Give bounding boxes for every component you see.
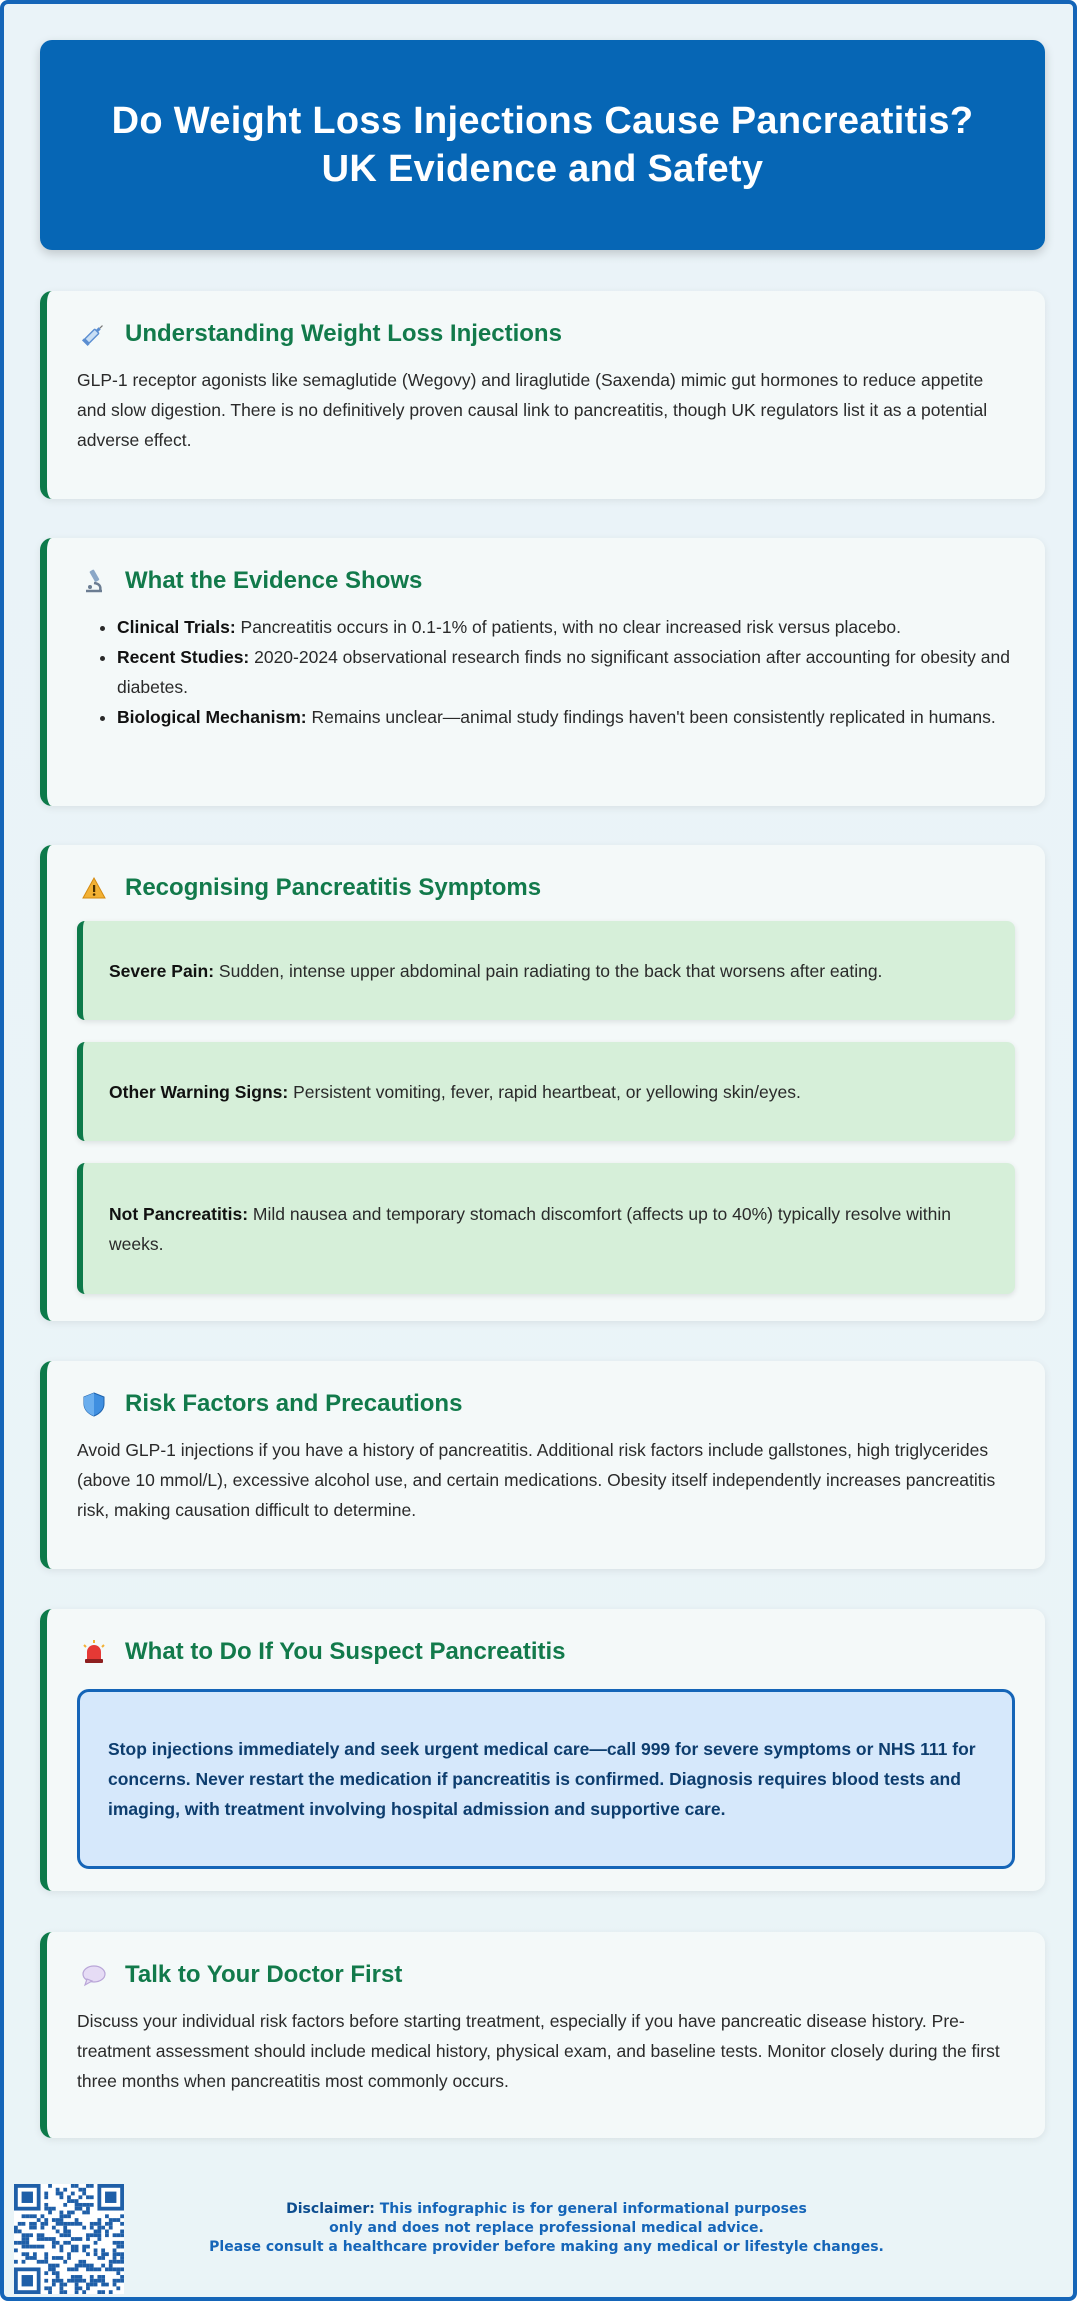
item-label: Recent Studies: [117,647,250,667]
item-text: Mild nausea and temporary stomach discomfort (affects up to 40%) typically resolve within weeks. [109,1203,951,1254]
section-body: Discuss your individual risk factors before starting treatment, especially if you have pancreatic disease history. Pre-treatment assessment should include medical history, physical exam, and baseline tests. Monitor closely during the first three months when pancreatitis most commonly occurs. [77,2011,1000,2091]
item-label: Clinical Trials: [117,617,236,637]
section-action [40,1609,1045,1891]
disclaimer-label: Disclaimer: [286,2201,375,2217]
section-risk [40,1361,1045,1569]
item-text: Persistent vomiting, fever, rapid heartbeat, or yellowing skin/eyes. [288,1081,801,1102]
syringe-icon [77,317,111,351]
evidence-list [77,612,1015,732]
section-body: GLP-1 receptor agonists like semaglutide (Wegovy) and liraglutide (Saxenda) mimic gut hormones to reduce appetite and slow digestion. There is no definitively proven causal link to pancreatitis, though UK regulators list it as a potential adverse effect. [77,370,988,450]
item-label: Biological Mechanism: [117,707,307,727]
siren-icon [77,1635,111,1669]
section-title: Talk to Your Doctor First [125,1961,403,1988]
page-title: Do Weight Loss Injections Cause Pancreatitis? UK Evidence and Safety [111,100,974,190]
item-label: Severe Pain: [109,960,215,981]
alert-box: Stop injections immediately and seek urgent medical care—call 999 for severe symptoms or NHS 111 for concerns. Never restart the medication if pancreatitis is confirmed. Diagnosis requires blood tests and imaging, with treatment involving hospital admission and supportive care. [77,1689,1015,1869]
disclaimer-line: only and does not replace professional medical advice. [329,2220,764,2236]
list-item [117,642,1015,702]
item-text: Remains unclear—animal study findings haven't been consistently replicated in humans. [306,707,996,727]
section-evidence [40,538,1045,806]
disclaimer-line: This infographic is for general informational purposes [374,2201,807,2217]
microscope-icon [77,564,111,598]
item-text: Sudden, intense upper abdominal pain radiating to the back that worsens after eating. [214,960,883,981]
item-label: Not Pancreatitis: [109,1203,249,1224]
list-item [117,612,1015,642]
warning-icon [77,871,111,905]
section-symptoms [40,845,1045,1321]
section-title: What to Do If You Suspect Pancreatitis [125,1638,566,1665]
shield-icon [77,1387,111,1421]
section-title: What the Evidence Shows [125,567,423,594]
symptom-box [77,921,1015,1020]
list-item [117,702,1015,732]
item-text: Pancreatitis occurs in 0.1-1% of patients, with no clear increased risk versus placebo. [235,617,901,637]
section-body: Avoid GLP-1 injections if you have a history of pancreatitis. Additional risk factors include gallstones, high triglycerides (above 10 mmol/L), excessive alcohol use, and certain medications. Obesity itself independently increases pancreatitis risk, making causation difficult to determine. [77,1440,996,1520]
section-title: Understanding Weight Loss Injections [125,320,562,347]
section-understanding [40,291,1045,499]
section-doctor [40,1932,1045,2138]
symptom-box [77,1042,1015,1141]
item-text: 2020-2024 observational research finds no significant association after accounting for obesity and diabetes. [117,647,1010,697]
disclaimer-line: Please consult a healthcare provider before making any medical or lifestyle changes. [209,2239,884,2255]
section-title: Risk Factors and Precautions [125,1390,463,1417]
item-label: Other Warning Signs: [109,1081,289,1102]
symptom-box [77,1163,1015,1294]
disclaimer [134,2200,959,2257]
page-header [40,40,1045,250]
section-title: Recognising Pancreatitis Symptoms [125,874,542,901]
speech-bubble-icon [77,1958,111,1992]
qr-code-icon [14,2184,124,2294]
